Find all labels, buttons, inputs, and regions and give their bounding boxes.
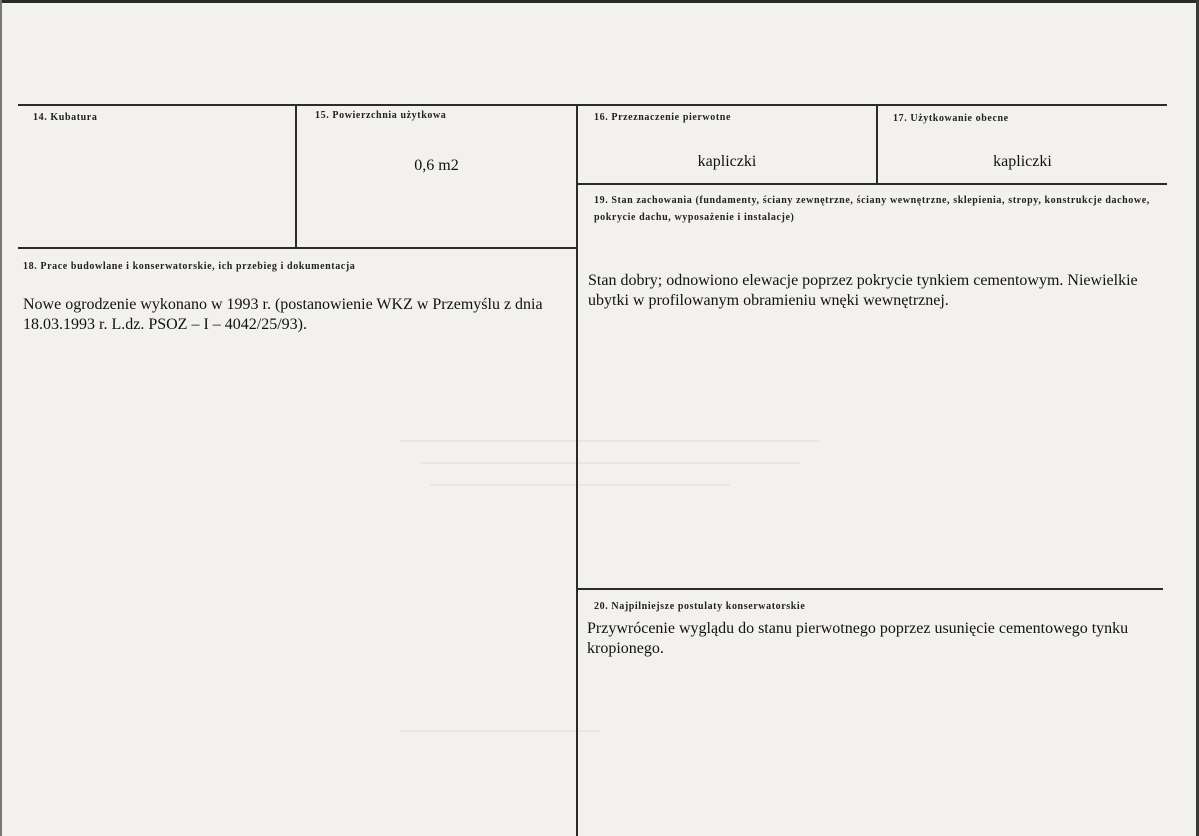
- rule-below-16-17: [578, 183, 1167, 185]
- field-18-label: 18. Prace budowlane i konserwatorskie, ich przebieg i dokumentacja: [23, 261, 356, 272]
- show-through-line: [400, 440, 820, 442]
- field-19-value: Stan dobry; odnowiono elewacje poprzez pokrycie tynkiem cementowym. Niewielkie ubytki w profilowanym obramieniu wnęki wewnętrznej.: [588, 272, 1138, 309]
- field-16-label: 16. Przeznaczenie pierwotne: [594, 112, 731, 123]
- show-through-line: [400, 730, 600, 732]
- form-top-rule: [18, 104, 1167, 106]
- field-17-value: kapliczki: [993, 153, 1052, 170]
- show-through-line: [430, 484, 730, 486]
- field-17-label: 17. Użytkowanie obecne: [893, 113, 1009, 124]
- scan-edge-left: [0, 0, 2, 836]
- divider-main-column: [576, 104, 578, 836]
- field-14-label: 14. Kubatura: [33, 112, 98, 123]
- scan-edge-top: [0, 0, 1199, 3]
- rule-below-14-15: [18, 247, 578, 249]
- field-16-value: kapliczki: [697, 153, 757, 170]
- field-15-value: 0,6 m2: [414, 157, 459, 174]
- field-18-value: Nowe ogrodzenie wykonano w 1993 r. (postanowienie WKZ w Przemyślu z dnia 18.03.1993 r. L.dz. PSOZ – I – 4042/25/93).: [23, 296, 543, 333]
- field-15-label: 15. Powierzchnia użytkowa: [315, 110, 447, 121]
- show-through-line: [420, 462, 800, 464]
- field-20-value: Przywrócenie wyglądu do stanu pierwotnego poprzez usunięcie cementowego tynku kropionego.: [587, 620, 1129, 657]
- divider-14-15: [295, 104, 297, 249]
- divider-16-17: [876, 104, 878, 185]
- field-20-label: 20. Najpilniejsze postulaty konserwatorskie: [594, 601, 806, 612]
- field-19-label: 19. Stan zachowania (fundamenty, ściany zewnętrzne, ściany wewnętrzne, sklepienia, stropy, konstrukcje dachowe, pokrycie dachu, wyposażenie i instalacje): [594, 195, 1150, 223]
- rule-above-20: [578, 588, 1163, 590]
